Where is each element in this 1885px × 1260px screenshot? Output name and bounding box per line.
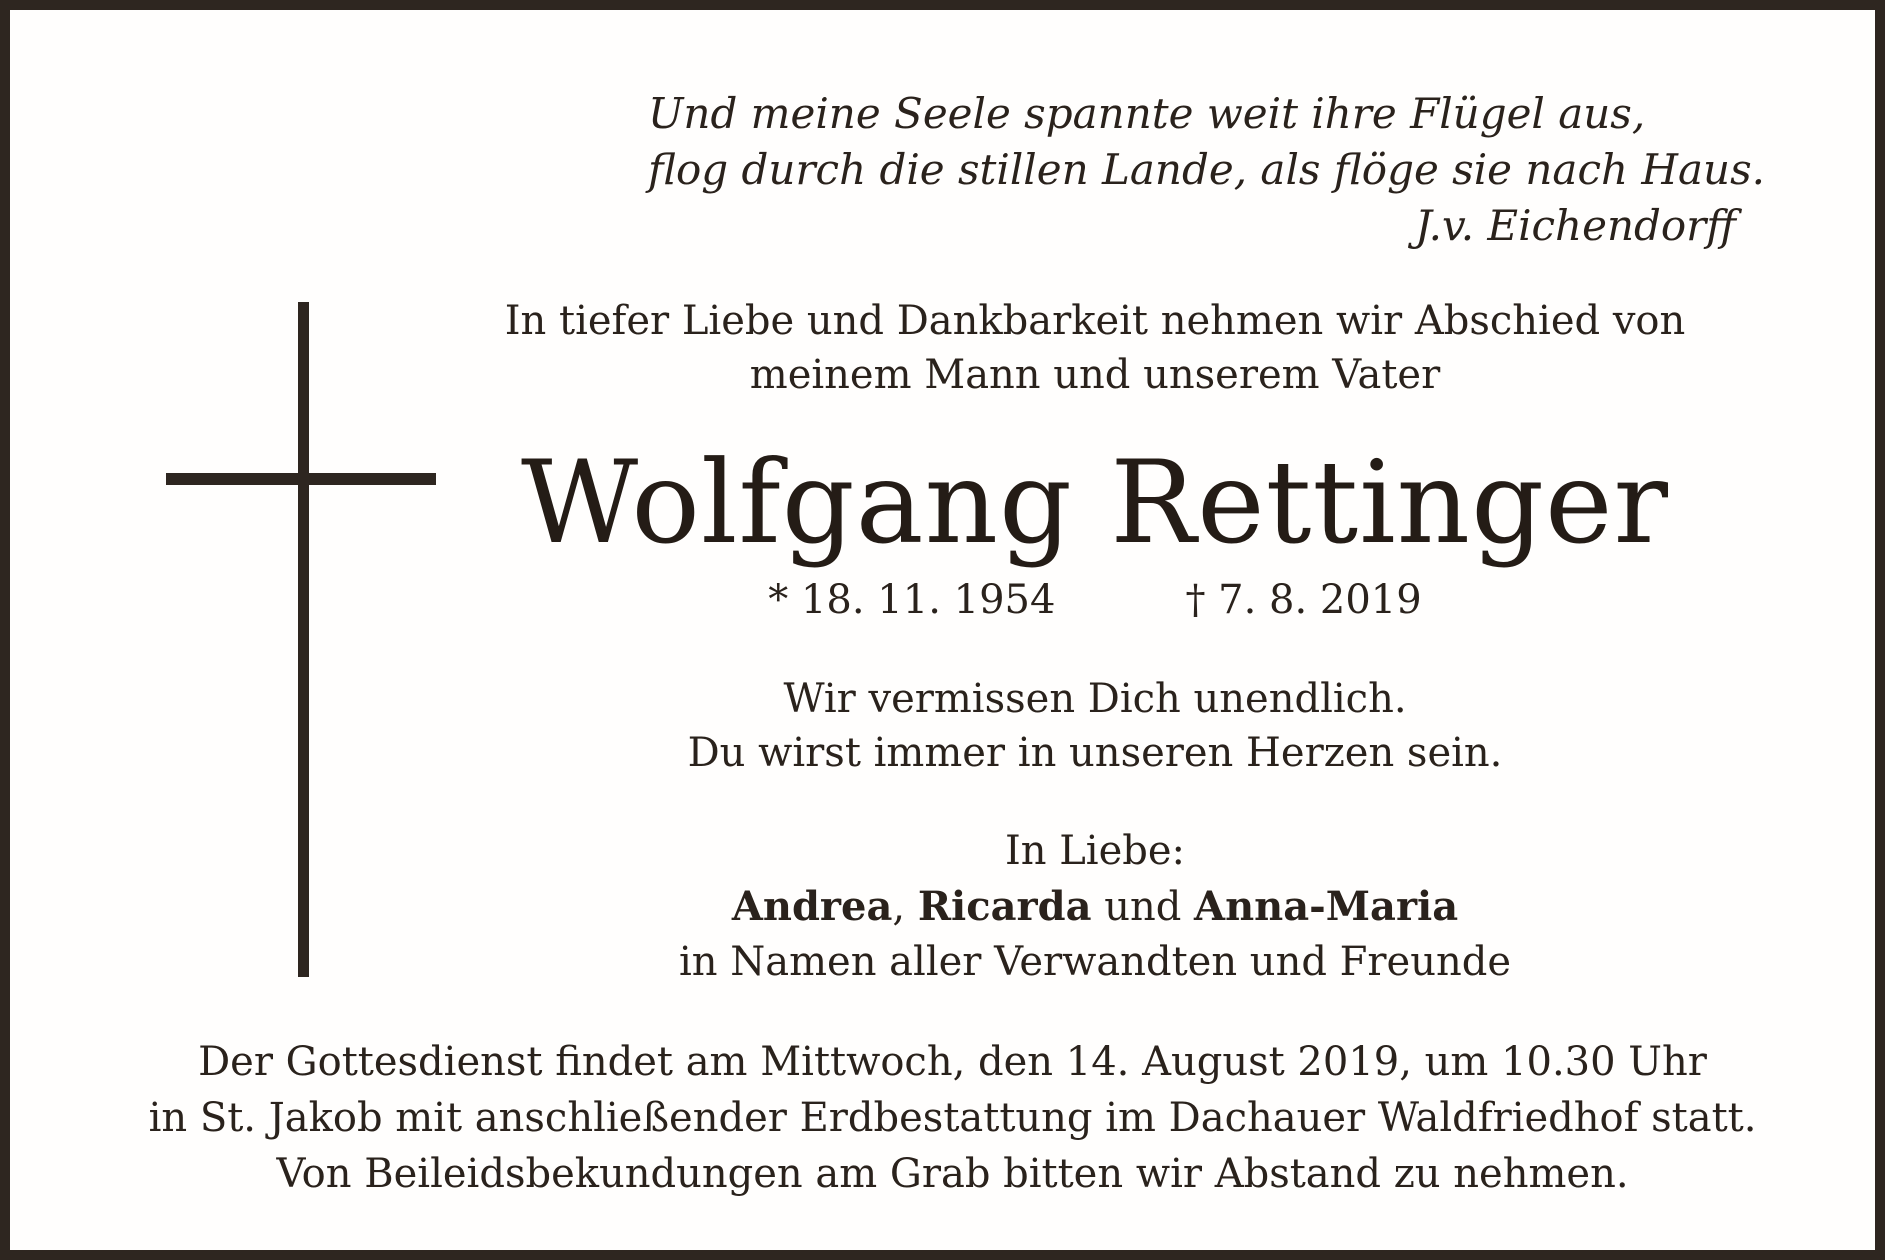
intro-line-1: In tiefer Liebe und Dankbarkeit nehmen wir Abschied von [504, 298, 1686, 344]
quote-line-2: flog durch die stillen Lande, als flöge sie nach Haus. [648, 145, 1765, 194]
deceased-name: Wolfgang Rettinger [520, 436, 1670, 569]
death-date: † 7. 8. 2019 [1185, 577, 1422, 623]
poem-quote [648, 86, 1765, 250]
quote-line-1: Und meine Seele spannte weit ihre Flügel aus, [648, 89, 1646, 138]
mourners-heading: In Liebe: [1004, 828, 1186, 874]
mourners [430, 824, 1760, 990]
life-dates [430, 574, 1760, 626]
mourner-name: Ricarda [917, 883, 1092, 930]
quote-author: J.v. Eichendorff [1415, 201, 1736, 250]
name-separator: und [1091, 884, 1195, 930]
intro-text [430, 294, 1760, 402]
intro-line-2: meinem Mann und unserem Vater [749, 352, 1441, 398]
service-line-2: in St. Jakob mit anschließender Erdbestattung im Dachauer Waldfriedhof statt. [148, 1095, 1757, 1141]
birth-date: * 18. 11. 1954 [768, 577, 1056, 623]
name-separator: , [892, 884, 918, 930]
message-line-1: Wir vermissen Dich unendlich. [783, 676, 1407, 722]
farewell-message [430, 672, 1760, 780]
mourners-line-3: in Namen aller Verwandten und Freunde [678, 939, 1511, 985]
cross-icon-bar [166, 473, 436, 485]
service-info [70, 1034, 1835, 1202]
service-line-3: Von Beileidsbekundungen am Grab bitten wir Abstand zu nehmen. [276, 1151, 1629, 1197]
mourners-names [430, 879, 1760, 935]
message-line-2: Du wirst immer in unseren Herzen sein. [687, 730, 1503, 776]
mourner-name: Andrea [731, 883, 893, 930]
service-line-1: Der Gottesdienst findet am Mittwoch, den 14. August 2019, um 10.30 Uhr [198, 1039, 1707, 1085]
mourner-name: Anna-Maria [1194, 883, 1459, 930]
cross-icon [298, 302, 309, 977]
